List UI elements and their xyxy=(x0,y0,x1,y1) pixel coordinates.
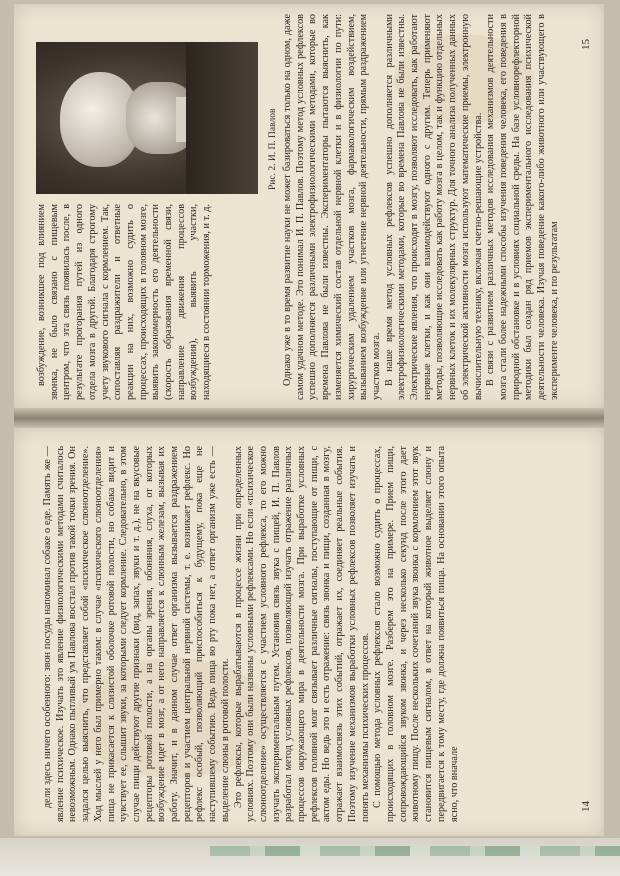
portrait-coat xyxy=(186,42,258,194)
narrow-column xyxy=(36,204,262,400)
page-text xyxy=(42,446,590,822)
paragraph: С помощью метода условных рефлексов стало возможно судить о процессах, происходящих в головном мозге. Разберем это на примере. Прием пищи, сопровождающийся звуком звонка, и через несколько секунд после этого дает животному пищу. После нескольких сочетаний звука звонка с кормлением этот звук становится пищевым сигналом, в ответ на который животное выделяет слюну и передвигается к тому месту, где должна появиться пища. На основании этого опыта ясно, что вначале xyxy=(372,446,460,822)
main-column xyxy=(282,14,590,400)
book-gutter xyxy=(14,408,604,428)
page-number: 15 xyxy=(580,39,592,50)
page-number: 14 xyxy=(580,801,592,812)
page-15 xyxy=(14,4,604,408)
figure-caption: Рис. 2. И. П. Павлов xyxy=(268,108,278,190)
paragraph: В связи с развитием различных методов исследования механизмов деятельности мозга стали более надежными способы изучения поведения человека, его поведения в природной обстановке и в условиях социальной среды. На базе условнорефлекторной методики был создан ряд приемов экспериментального исследования психической деятельности человека. Изучая поведение какого-либо животного или участвующего в эксперименте человека, и по результатам xyxy=(485,14,560,400)
page-14 xyxy=(14,428,604,836)
paragraph: В наше время метод условных рефлексов успешно дополняется различными электрофизиологическими методами, которые во времена Павлова не были известны. Электрические явления, что происходят в мозгу, позволяют исследовать, как работают нервные клетки, и как они взаимодействуют одного с другим. Теперь применяют методы, позволяющие исследовать как работу мозга в целом, так и функцию отдельных нервных клеток и их молекулярных структур. Для точного анализа полученных данных об электрической активности мозга используют математические приемы, электронную вычислительную технику, включая счетно-решающие устройства. xyxy=(383,14,484,400)
scan-background xyxy=(0,838,620,876)
paragraph: Это рефлексы, которые вырабатываются в процессе жизни при определенных условиях. Поэтому они были названы условными рефлексами. Но если «психическое слюноотделение» осуществляется с участием условного рефлекса, то его можно изучать экспериментальным путем. Установив связь звука с пищей, И. П. Павлов разработал метод условных рефлексов, позволяющий изучать отражение различных процессов окружающего мира в деятельности мозга. При выработке условных рефлексов головной мозг связывает различные сигналы, поступающие от пищи, с актом еды. Но ведь это и есть отражение: связь звонка и пищи, созданная в мозгу, отражает взаимосвязь этих событий, отражает их, соединяет реальные события. Поэтому изучение механизмов выработки условных рефлексов позволяет изучать и понять механизмы психических процессов. xyxy=(232,446,371,822)
paragraph: возбуждение, возникшее под влиянием звонка, не было связано с пищевым центром, что эта связь появилась после, в результате прогорания путей из одного отдела мозга в другой. Благодаря строгому учету звукового сигнала с кормлением. Так, сопоставляя раздражители и ответные реакции на них, возможно судить о процессах, происходящих в головном мозге, выявить закономерность его деятельности (скорость образования временной связи, направление движения процессов возбуждения), выявить участки, находящиеся в состоянии торможения, и т. д. xyxy=(36,204,213,400)
paragraph: дели здесь ничего особенного: звон посуды напоминал собаке о еде. Память же — явление психическое. Изучать это явление физиологическими методами считалось невозможным. Однако пытливый ум Павлова восстал против такой точки зрения. Он задался целью выяснить, что представляет собой «психическое слюноотделение». Ход мыслей у него был примерно таким: в случае «психического слюноотделения» пища не прикасается к слизистой оболочке ротовой полости, но собака видит и чувствует ее, слышит звуки, за которыми следует кормление. Следовательно, в этом случае пищи действуют другие признаки (вид, запах, звуки и т. д.), не на вкусовые рецепторы ротовой полости, а на органы зрения, обоняния, слуха, от которых возбуждение идет в мозг, а от него направляется к слюнным железам, вызывая их работу. Значит, и в данном случае ответ организма вызывается раздражением рецепторов и участием центральной нервной системы, т. е. возникает рефлекс. Но рефлекс особый, позволяющий приспособиться к будущему, пока еще не наступившему событию. Ведь пища во рту пока нет, а ответ организм уже есть — выделение слюны в ротовой полости. xyxy=(42,446,231,822)
table-surface xyxy=(210,846,620,856)
paragraph: Однако уже в то время развитие науки не может базироваться только на одном, даже самом удачном методе. Это понимал И. П. Павлов. Поэтому метод условных рефлексов успешно дополняется различными электрофизиологическими методами, которые во времена Павлова не были известны. Экспериментаторы пытаются выяснить, как изменяется химический состав отдельной нервной клетки и в физиологии по пути: хирургическим удалением участков мозга, фармакологическим воздействием, вызыванием возбуждение или угнетение нервной деятельности, прямым раздражением участков мозга. xyxy=(282,14,382,400)
portrait-photo xyxy=(36,42,258,194)
